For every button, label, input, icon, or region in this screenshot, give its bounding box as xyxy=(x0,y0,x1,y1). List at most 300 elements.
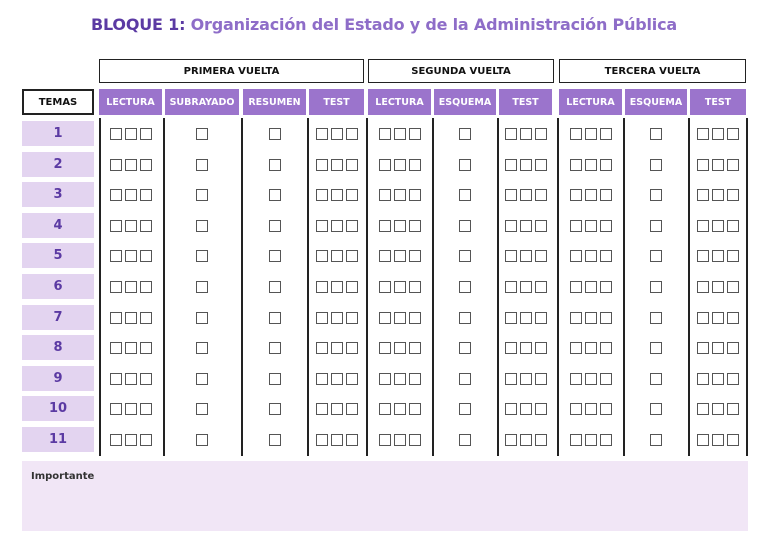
checkbox[interactable] xyxy=(650,189,662,201)
checkbox-group xyxy=(559,182,622,207)
checkbox[interactable] xyxy=(520,189,532,201)
checkbox-group xyxy=(559,152,622,177)
checkbox[interactable] xyxy=(110,342,122,354)
tema-number: 10 xyxy=(22,396,94,421)
checkbox[interactable] xyxy=(712,220,724,232)
checkbox-group xyxy=(434,274,496,299)
checkbox[interactable] xyxy=(697,250,709,262)
checkbox[interactable] xyxy=(196,189,208,201)
checkbox[interactable] xyxy=(316,342,328,354)
checkbox-group xyxy=(625,213,687,238)
checkbox[interactable] xyxy=(570,403,582,415)
checkbox[interactable] xyxy=(140,128,152,140)
checkbox[interactable] xyxy=(196,434,208,446)
checkbox[interactable] xyxy=(727,250,739,262)
checkbox-group xyxy=(165,182,239,207)
checkbox[interactable] xyxy=(331,281,343,293)
checkbox[interactable] xyxy=(140,373,152,385)
checkbox[interactable] xyxy=(650,220,662,232)
checkbox[interactable] xyxy=(712,128,724,140)
checkbox[interactable] xyxy=(346,342,358,354)
checkbox[interactable] xyxy=(110,434,122,446)
checkbox[interactable] xyxy=(585,312,597,324)
checkbox[interactable] xyxy=(331,189,343,201)
checkbox[interactable] xyxy=(346,312,358,324)
checkbox[interactable] xyxy=(727,312,739,324)
checkbox[interactable] xyxy=(585,189,597,201)
checkbox[interactable] xyxy=(535,403,547,415)
checkbox-group xyxy=(559,121,622,146)
checkbox[interactable] xyxy=(140,342,152,354)
checkbox[interactable] xyxy=(535,434,547,446)
checkbox[interactable] xyxy=(697,403,709,415)
checkbox[interactable] xyxy=(697,312,709,324)
checkbox[interactable] xyxy=(269,189,281,201)
checkbox[interactable] xyxy=(269,342,281,354)
checkbox[interactable] xyxy=(585,159,597,171)
checkbox[interactable] xyxy=(520,128,532,140)
checkbox[interactable] xyxy=(535,250,547,262)
checkbox[interactable] xyxy=(140,312,152,324)
checkbox-group xyxy=(99,305,162,330)
checkbox[interactable] xyxy=(125,220,137,232)
checkbox-group xyxy=(309,427,364,452)
column-header-4: LECTURA xyxy=(368,89,431,115)
checkbox[interactable] xyxy=(409,342,421,354)
checkbox[interactable] xyxy=(727,189,739,201)
checkbox[interactable] xyxy=(650,312,662,324)
checkbox-group xyxy=(499,335,552,360)
checkbox[interactable] xyxy=(331,342,343,354)
checkbox[interactable] xyxy=(346,159,358,171)
checkbox-group xyxy=(434,182,496,207)
checkbox[interactable] xyxy=(712,189,724,201)
checkbox[interactable] xyxy=(269,281,281,293)
checkbox[interactable] xyxy=(650,403,662,415)
checkbox[interactable] xyxy=(570,250,582,262)
checkbox-group xyxy=(690,152,746,177)
checkbox-group xyxy=(434,152,496,177)
checkbox-group xyxy=(690,121,746,146)
checkbox[interactable] xyxy=(196,281,208,293)
checkbox[interactable] xyxy=(409,220,421,232)
checkbox[interactable] xyxy=(535,128,547,140)
checkbox[interactable] xyxy=(379,281,391,293)
checkbox[interactable] xyxy=(505,250,517,262)
checkbox[interactable] xyxy=(110,281,122,293)
checkbox[interactable] xyxy=(269,159,281,171)
checkbox[interactable] xyxy=(394,342,406,354)
checkbox[interactable] xyxy=(712,434,724,446)
checkbox[interactable] xyxy=(331,312,343,324)
checkbox[interactable] xyxy=(316,373,328,385)
checkbox[interactable] xyxy=(409,128,421,140)
checkbox[interactable] xyxy=(535,220,547,232)
checkbox[interactable] xyxy=(140,159,152,171)
checkbox[interactable] xyxy=(600,189,612,201)
checkbox[interactable] xyxy=(316,312,328,324)
checkbox[interactable] xyxy=(409,373,421,385)
checkbox[interactable] xyxy=(394,220,406,232)
checkbox-group xyxy=(368,152,431,177)
checkbox[interactable] xyxy=(585,250,597,262)
checkbox-group xyxy=(559,335,622,360)
checkbox[interactable] xyxy=(125,312,137,324)
checkbox[interactable] xyxy=(346,220,358,232)
checkbox[interactable] xyxy=(600,159,612,171)
checkbox[interactable] xyxy=(459,403,471,415)
checkbox[interactable] xyxy=(409,189,421,201)
checkbox[interactable] xyxy=(346,189,358,201)
checkbox[interactable] xyxy=(520,220,532,232)
checkbox[interactable] xyxy=(505,189,517,201)
checkbox[interactable] xyxy=(697,342,709,354)
checkbox[interactable] xyxy=(570,342,582,354)
checkbox[interactable] xyxy=(600,342,612,354)
checkbox-group xyxy=(165,335,239,360)
checkbox[interactable] xyxy=(459,373,471,385)
checkbox[interactable] xyxy=(269,312,281,324)
checkbox[interactable] xyxy=(379,159,391,171)
checkbox[interactable] xyxy=(394,373,406,385)
checkbox[interactable] xyxy=(394,128,406,140)
checkbox[interactable] xyxy=(505,403,517,415)
checkbox[interactable] xyxy=(196,250,208,262)
checkbox-group xyxy=(243,152,306,177)
checkbox[interactable] xyxy=(650,128,662,140)
checkbox[interactable] xyxy=(331,373,343,385)
checkbox[interactable] xyxy=(712,312,724,324)
checkbox[interactable] xyxy=(331,403,343,415)
checkbox-group xyxy=(309,243,364,268)
checkbox[interactable] xyxy=(269,434,281,446)
checkbox[interactable] xyxy=(712,250,724,262)
checkbox[interactable] xyxy=(697,373,709,385)
checkbox[interactable] xyxy=(379,403,391,415)
checkbox[interactable] xyxy=(110,373,122,385)
checkbox[interactable] xyxy=(140,220,152,232)
checkbox[interactable] xyxy=(535,312,547,324)
checkbox[interactable] xyxy=(110,189,122,201)
checkbox[interactable] xyxy=(600,250,612,262)
checkbox[interactable] xyxy=(520,434,532,446)
checkbox-group xyxy=(499,305,552,330)
checkbox[interactable] xyxy=(316,220,328,232)
checkbox-group xyxy=(690,335,746,360)
checkbox[interactable] xyxy=(585,128,597,140)
checkbox[interactable] xyxy=(712,159,724,171)
checkbox[interactable] xyxy=(125,403,137,415)
checkbox[interactable] xyxy=(269,373,281,385)
checkbox[interactable] xyxy=(316,250,328,262)
checkbox[interactable] xyxy=(196,159,208,171)
checkbox[interactable] xyxy=(727,342,739,354)
checkbox[interactable] xyxy=(409,159,421,171)
checkbox[interactable] xyxy=(316,189,328,201)
checkbox[interactable] xyxy=(520,281,532,293)
checkbox[interactable] xyxy=(346,281,358,293)
checkbox[interactable] xyxy=(125,281,137,293)
checkbox[interactable] xyxy=(346,434,358,446)
checkbox[interactable] xyxy=(697,281,709,293)
checkbox-group xyxy=(559,366,622,391)
checkbox-group xyxy=(690,243,746,268)
checkbox[interactable] xyxy=(125,128,137,140)
column-header-3: TEST xyxy=(309,89,364,115)
checkbox[interactable] xyxy=(379,250,391,262)
checkbox[interactable] xyxy=(125,189,137,201)
checkbox[interactable] xyxy=(269,403,281,415)
checkbox[interactable] xyxy=(140,434,152,446)
checkbox-group xyxy=(368,335,431,360)
checkbox[interactable] xyxy=(650,342,662,354)
checkbox[interactable] xyxy=(269,250,281,262)
checkbox[interactable] xyxy=(570,189,582,201)
checkbox[interactable] xyxy=(140,403,152,415)
checkbox[interactable] xyxy=(125,373,137,385)
checkbox-group xyxy=(99,427,162,452)
checkbox[interactable] xyxy=(346,403,358,415)
checkbox[interactable] xyxy=(331,128,343,140)
checkbox[interactable] xyxy=(600,373,612,385)
checkbox[interactable] xyxy=(570,434,582,446)
checkbox[interactable] xyxy=(585,281,597,293)
checkbox[interactable] xyxy=(585,373,597,385)
checkbox[interactable] xyxy=(316,128,328,140)
checkbox[interactable] xyxy=(520,312,532,324)
checkbox[interactable] xyxy=(505,128,517,140)
checkbox[interactable] xyxy=(697,434,709,446)
checkbox[interactable] xyxy=(585,220,597,232)
checkbox[interactable] xyxy=(505,220,517,232)
checkbox[interactable] xyxy=(520,342,532,354)
checkbox[interactable] xyxy=(570,220,582,232)
temas-header: TEMAS xyxy=(22,89,94,115)
checkbox[interactable] xyxy=(331,250,343,262)
checkbox[interactable] xyxy=(600,434,612,446)
checkbox-group xyxy=(434,427,496,452)
checkbox[interactable] xyxy=(379,434,391,446)
checkbox[interactable] xyxy=(459,342,471,354)
checkbox[interactable] xyxy=(409,434,421,446)
checkbox[interactable] xyxy=(394,281,406,293)
checkbox-group xyxy=(368,427,431,452)
checkbox[interactable] xyxy=(459,128,471,140)
checkbox[interactable] xyxy=(697,189,709,201)
checkbox[interactable] xyxy=(727,281,739,293)
checkbox[interactable] xyxy=(110,250,122,262)
checkbox[interactable] xyxy=(409,403,421,415)
checkbox-group xyxy=(625,121,687,146)
checkbox[interactable] xyxy=(125,434,137,446)
checkbox[interactable] xyxy=(196,373,208,385)
checkbox[interactable] xyxy=(459,189,471,201)
checkbox[interactable] xyxy=(505,281,517,293)
checkbox[interactable] xyxy=(409,250,421,262)
checkbox[interactable] xyxy=(535,342,547,354)
checkbox[interactable] xyxy=(409,312,421,324)
checkbox[interactable] xyxy=(727,373,739,385)
checkbox[interactable] xyxy=(316,159,328,171)
checkbox[interactable] xyxy=(346,250,358,262)
checkbox[interactable] xyxy=(727,220,739,232)
group-header-tercera: TERCERA VUELTA xyxy=(559,59,746,83)
checkbox[interactable] xyxy=(459,281,471,293)
checkbox[interactable] xyxy=(535,281,547,293)
checkbox[interactable] xyxy=(196,128,208,140)
checkbox[interactable] xyxy=(125,342,137,354)
checkbox[interactable] xyxy=(140,281,152,293)
checkbox[interactable] xyxy=(585,434,597,446)
checkbox[interactable] xyxy=(712,342,724,354)
checkbox[interactable] xyxy=(535,373,547,385)
checkbox[interactable] xyxy=(505,312,517,324)
checkbox[interactable] xyxy=(394,250,406,262)
checkbox[interactable] xyxy=(697,159,709,171)
checkbox[interactable] xyxy=(727,403,739,415)
column-header-0: LECTURA xyxy=(99,89,162,115)
checkbox[interactable] xyxy=(570,312,582,324)
checkbox[interactable] xyxy=(379,312,391,324)
checkbox-group xyxy=(559,274,622,299)
checkbox[interactable] xyxy=(505,373,517,385)
checkbox[interactable] xyxy=(600,128,612,140)
checkbox[interactable] xyxy=(650,434,662,446)
checkbox[interactable] xyxy=(379,220,391,232)
checkbox[interactable] xyxy=(110,128,122,140)
checkbox-group xyxy=(434,396,496,421)
checkbox[interactable] xyxy=(316,434,328,446)
checkbox[interactable] xyxy=(535,159,547,171)
checkbox[interactable] xyxy=(585,403,597,415)
checkbox[interactable] xyxy=(346,128,358,140)
checkbox[interactable] xyxy=(409,281,421,293)
checkbox-group xyxy=(625,396,687,421)
checkbox-group xyxy=(499,243,552,268)
checkbox[interactable] xyxy=(459,250,471,262)
checkbox[interactable] xyxy=(346,373,358,385)
checkbox[interactable] xyxy=(600,220,612,232)
checkbox[interactable] xyxy=(394,434,406,446)
checkbox[interactable] xyxy=(505,342,517,354)
checkbox[interactable] xyxy=(125,159,137,171)
checkbox[interactable] xyxy=(110,220,122,232)
checkbox[interactable] xyxy=(459,434,471,446)
checkbox[interactable] xyxy=(712,373,724,385)
checkbox[interactable] xyxy=(505,434,517,446)
checkbox[interactable] xyxy=(650,373,662,385)
checkbox[interactable] xyxy=(379,189,391,201)
checkbox[interactable] xyxy=(394,159,406,171)
checkbox-group xyxy=(559,243,622,268)
checkbox[interactable] xyxy=(600,312,612,324)
checkbox-group xyxy=(243,305,306,330)
checkbox[interactable] xyxy=(727,434,739,446)
checkbox[interactable] xyxy=(585,342,597,354)
checkbox-group xyxy=(309,335,364,360)
tema-number: 4 xyxy=(22,213,94,238)
checkbox[interactable] xyxy=(196,312,208,324)
tema-number: 8 xyxy=(22,335,94,360)
checkbox-group xyxy=(559,305,622,330)
checkbox-group xyxy=(499,427,552,452)
checkbox[interactable] xyxy=(459,312,471,324)
checkbox[interactable] xyxy=(520,250,532,262)
checkbox[interactable] xyxy=(125,250,137,262)
checkbox[interactable] xyxy=(269,128,281,140)
checkbox[interactable] xyxy=(110,403,122,415)
checkbox[interactable] xyxy=(140,250,152,262)
checkbox[interactable] xyxy=(600,281,612,293)
checkbox[interactable] xyxy=(712,403,724,415)
checkbox-group xyxy=(99,366,162,391)
checkbox-group xyxy=(309,396,364,421)
checkbox[interactable] xyxy=(331,434,343,446)
checkbox[interactable] xyxy=(535,189,547,201)
column-header-8: ESQUEMA xyxy=(625,89,687,115)
checkbox[interactable] xyxy=(650,281,662,293)
checkbox[interactable] xyxy=(459,220,471,232)
checkbox[interactable] xyxy=(712,281,724,293)
checkbox-group xyxy=(434,305,496,330)
checkbox[interactable] xyxy=(269,220,281,232)
checkbox[interactable] xyxy=(331,220,343,232)
checkbox[interactable] xyxy=(727,128,739,140)
checkbox[interactable] xyxy=(650,159,662,171)
checkbox[interactable] xyxy=(570,373,582,385)
checkbox[interactable] xyxy=(520,159,532,171)
checkbox-group xyxy=(625,182,687,207)
checkbox[interactable] xyxy=(379,128,391,140)
checkbox[interactable] xyxy=(727,159,739,171)
checkbox[interactable] xyxy=(379,342,391,354)
checkbox[interactable] xyxy=(196,403,208,415)
checkbox[interactable] xyxy=(697,220,709,232)
checkbox[interactable] xyxy=(196,342,208,354)
checkbox[interactable] xyxy=(379,373,391,385)
checkbox[interactable] xyxy=(650,250,662,262)
checkbox[interactable] xyxy=(394,312,406,324)
checkbox-group xyxy=(165,243,239,268)
checkbox[interactable] xyxy=(520,373,532,385)
checkbox[interactable] xyxy=(140,189,152,201)
checkbox[interactable] xyxy=(570,159,582,171)
checkbox[interactable] xyxy=(505,159,517,171)
checkbox[interactable] xyxy=(570,281,582,293)
checkbox[interactable] xyxy=(331,159,343,171)
checkbox[interactable] xyxy=(600,403,612,415)
notes-area[interactable] xyxy=(22,461,748,531)
checkbox[interactable] xyxy=(520,403,532,415)
checkbox-group xyxy=(165,305,239,330)
checkbox[interactable] xyxy=(110,312,122,324)
checkbox[interactable] xyxy=(316,281,328,293)
checkbox-group xyxy=(309,305,364,330)
checkbox[interactable] xyxy=(697,128,709,140)
checkbox-group xyxy=(309,182,364,207)
checkbox[interactable] xyxy=(196,220,208,232)
checkbox[interactable] xyxy=(394,403,406,415)
checkbox-group xyxy=(499,274,552,299)
checkbox-group xyxy=(165,274,239,299)
checkbox-group xyxy=(243,182,306,207)
checkbox[interactable] xyxy=(394,189,406,201)
checkbox[interactable] xyxy=(570,128,582,140)
checkbox[interactable] xyxy=(459,159,471,171)
checkbox-group xyxy=(625,305,687,330)
checkbox[interactable] xyxy=(110,159,122,171)
checkbox[interactable] xyxy=(316,403,328,415)
